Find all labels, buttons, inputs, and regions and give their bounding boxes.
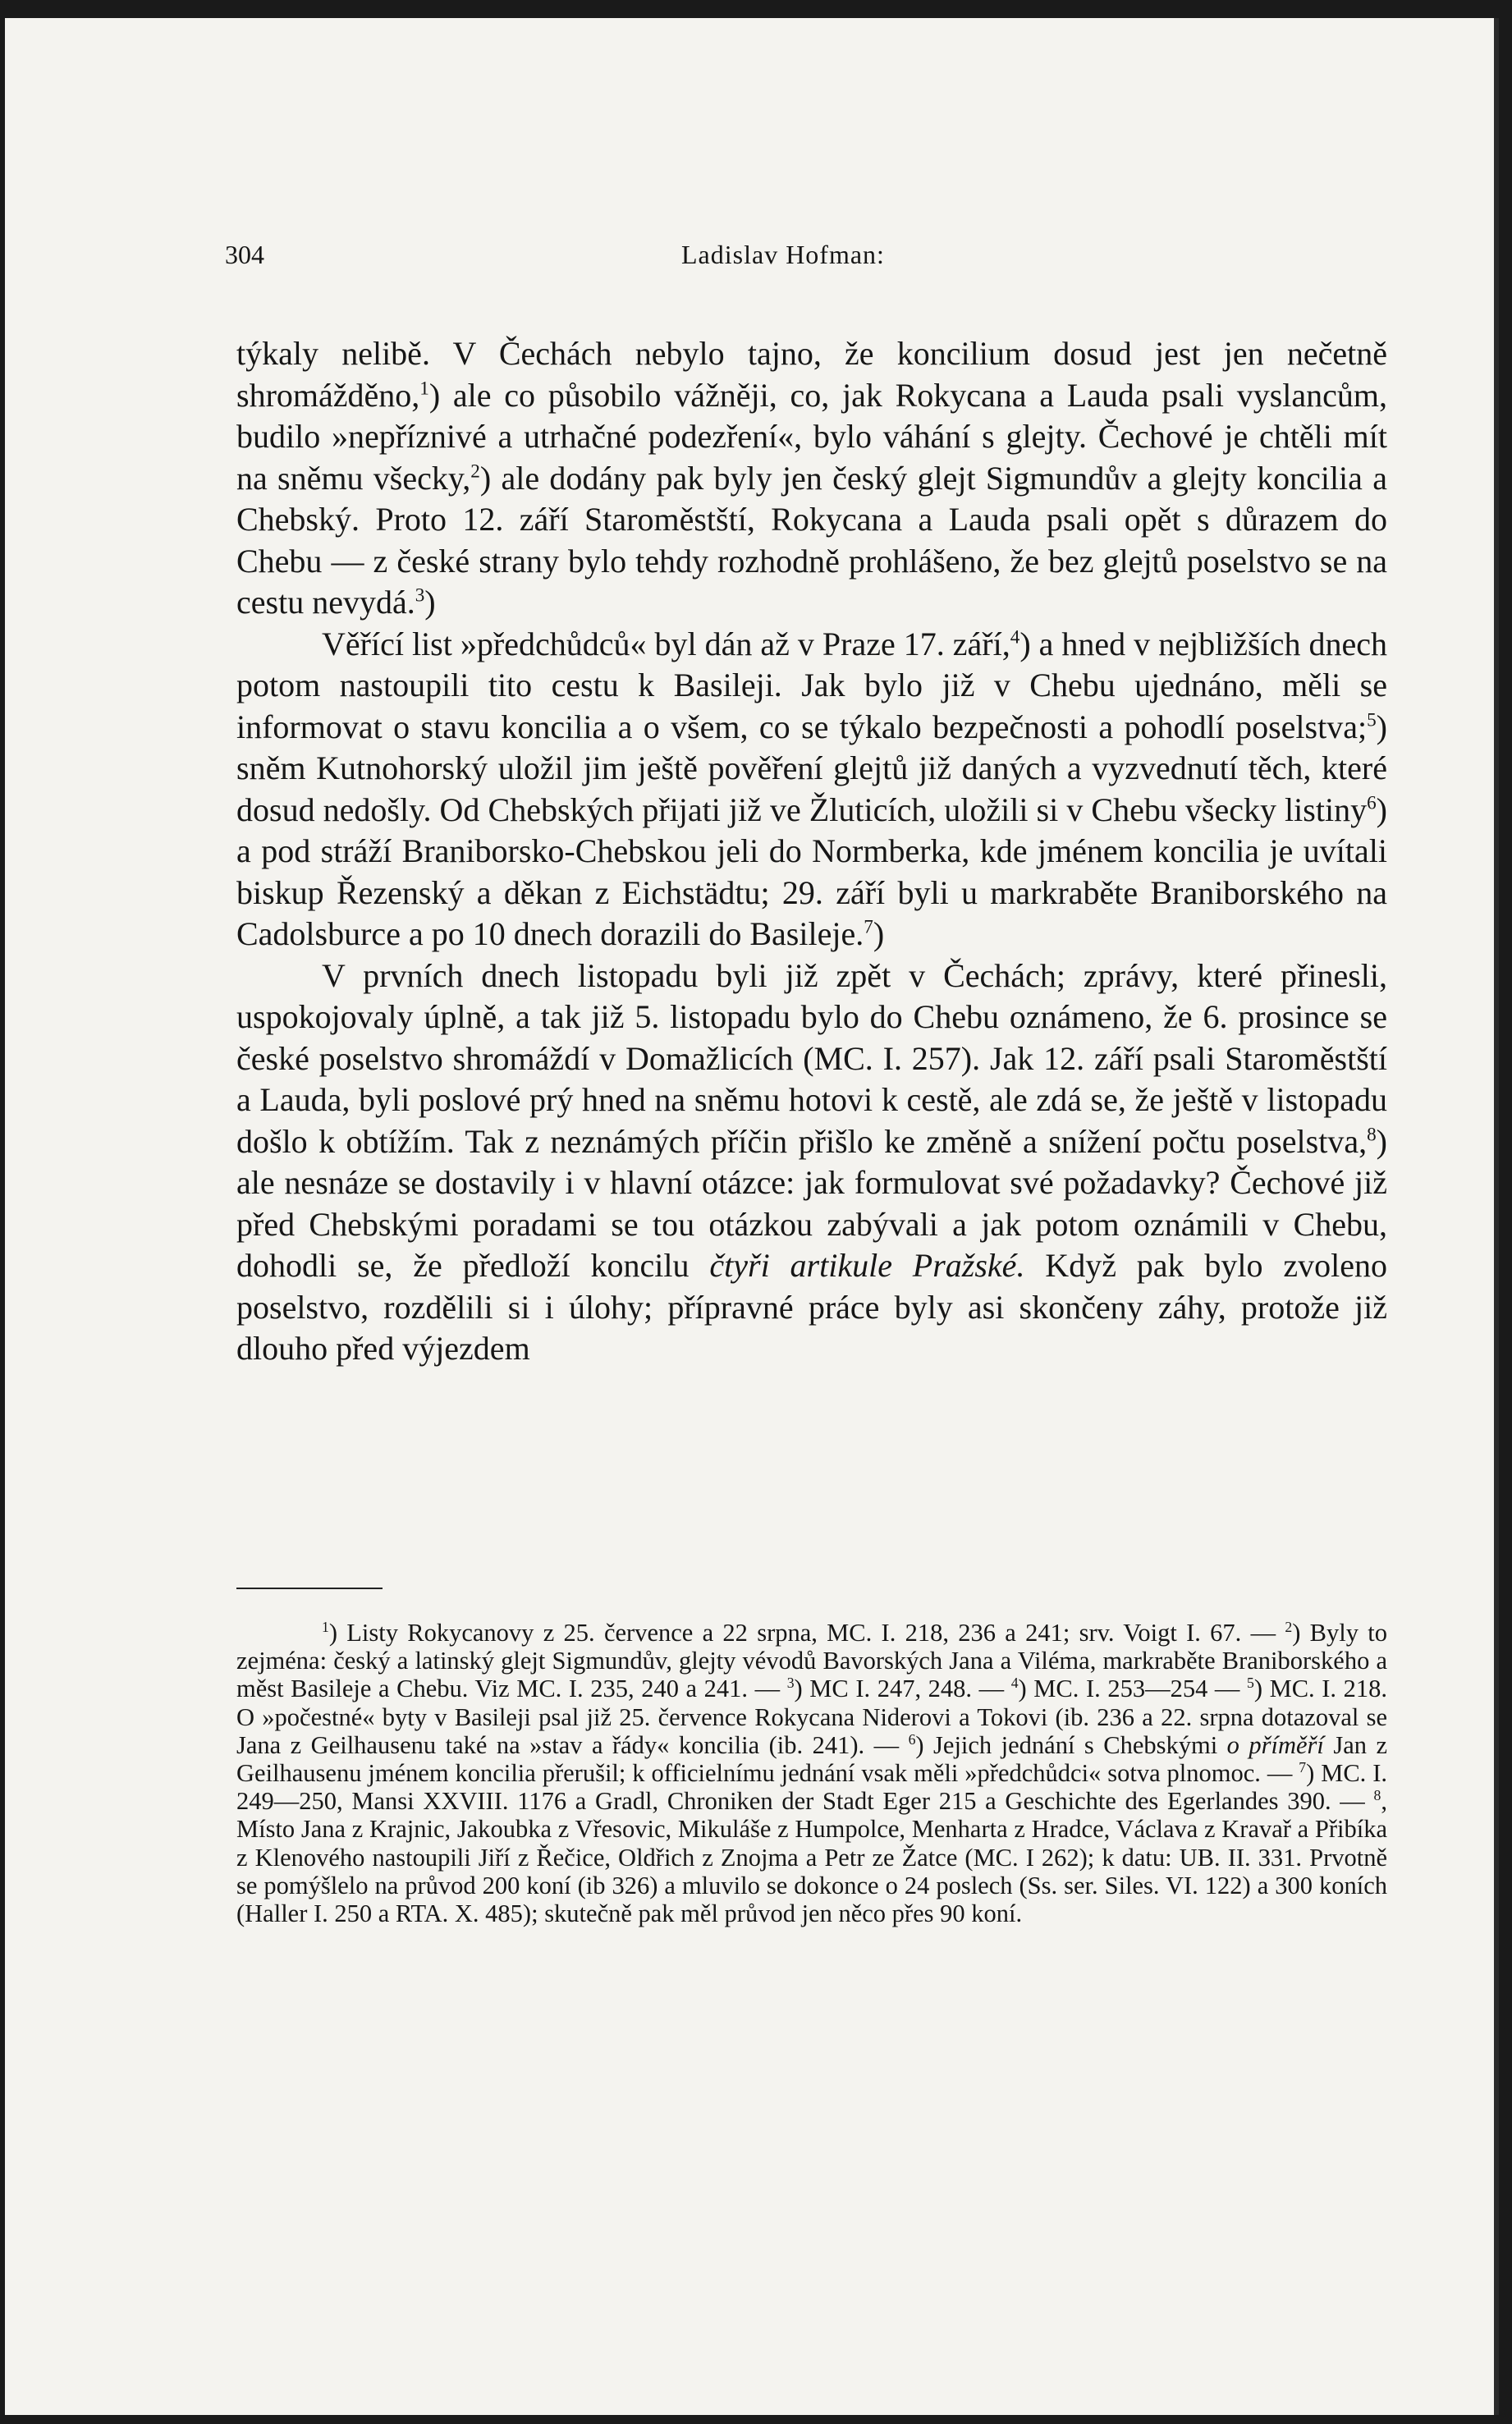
running-head: Ladislav Hofman: (681, 240, 885, 269)
footnote-1: ) Listy Rokycanovy z 25. července a 22 srpna, MC. I. 218, 236 a 241; srv. Voigt I. 67. — (328, 1619, 1285, 1647)
footnote-ref: 3 (415, 584, 425, 607)
footnote-6: ) Jejich jednání s Chebskými (915, 1730, 1227, 1759)
footnote-4: ) MC. I. 253—254 — (1018, 1675, 1247, 1703)
text-run: V prvních dnech listopadu byli již zpět v Čechách; zprávy, které přinesli, uspokojovaly úplně, a tak již 5. listopadu bylo do Chebu oznámeno, že 6. prosince se české poselstvo shromáždí v Domažlicích (MC. I. 257). Jak 12. září psali Staroměstští a Lauda, byli poslové prý hned na sněmu hotovi k cestě, ale zdá se, že ještě v listopadu došlo k obtížím. Tak z neznámých příčin přišlo ke změně a snížení počtu poselstva, (236, 956, 1387, 1160)
text-run: ) (424, 584, 436, 621)
footnote-8: , Místo Jana z Krajnic, Jakoubka z Vřesovic, Mikuláše z Humpolce, Menharta z Hradce, Václava z Kravař a Přibíka z Klenového nastoupili Jiří z Řečice, Oldřich z Znojma a Petr ze Žatce (MC. I 262); k datu: UB. II. 331. Prvotně se pomýšlelo na průvod 200 koní (ib 326) a mluvilo se dokonce o 24 poslech (Ss. ser. Siles. VI. 122) a 300 koních (Haller I. 250 a RTA. X. 485); skutečně pak měl průvod jen něco přes 90 koní. (236, 1787, 1387, 1928)
footnote-2: ) Byly to zejména: český a latinský glejt Sigmundův, glejty vévodů Bavorských Jana a Viléma, markraběte Braniborského a měst Basileje a Chebu. Viz MC. I. 235, 240 a 241. — (236, 1619, 1388, 1703)
footnote-mark: 8 (1373, 1787, 1381, 1804)
main-text (236, 333, 1387, 1370)
text-run: ) ale nesnáze se dostavily i v hlavní otázce: jak formulovat své požadavky? Čechové již před Chebskými poradami se tou otázkou zabývali a jak potom oznámili v Chebu, dohodli se, že předloží koncilu (236, 1122, 1387, 1284)
footnote-ref: 2 (470, 461, 480, 483)
footnote-5: ) MC. I. 218. O »počestné« byty v Basileji psal již 25. července Rokycana Niderovi a Tokovi (ib. 236 a 22. srpna dotazoval se Jana z Geilhausenu také na »stav a řády« koncilia (ib. 241). — (236, 1675, 1387, 1759)
text-run: ) ale co působilo vážněji, co, jak Rokycana a Lauda psali vyslancům, budilo »nepříznivé a utrhačné podezření«, bylo váhání s glejty. Čechové je chtěli mít na sněmu všecky, (236, 376, 1387, 497)
footnote-mark: 6 (908, 1730, 916, 1748)
footnote-6-italic: o příměří (1226, 1730, 1324, 1759)
paragraph-1 (236, 333, 1387, 624)
footnote-mark: 1 (322, 1619, 329, 1636)
footnote-mark: 7 (1299, 1759, 1307, 1776)
footnote-ref: 8 (1367, 1124, 1377, 1146)
page-header (225, 240, 1374, 281)
text-run: Věřící list »předchůdců« byl dán až v Praze 17. září, (322, 625, 1010, 662)
footnote-7: ) MC. I. 249—250, Mansi XXVIII. 1176 a Gradl, Chroniken der Stadt Eger 215 a Geschichte des Egerlandes 390. — (236, 1759, 1387, 1816)
footnote-mark: 2 (1285, 1619, 1293, 1636)
paragraph-3 (236, 955, 1387, 1370)
text-run: ) sněm Kutnohorský uložil jim ještě pověření glejtů již daných a vyzvednutí těch, které dosud nedošly. Od Chebských přijati již ve Žluticích, uložili si v Chebu všecky listiny (236, 708, 1387, 828)
footnote-mark: 4 (1010, 1675, 1019, 1692)
text-run: ) a hned v nejbližších dnech potom nastoupili tito cestu k Basileji. Jak bylo již v Chebu ujednáno, měli se informovat o stavu koncilia a o všem, co se týkalo bezpečnosti a pohodlí poselstva; (236, 625, 1388, 745)
footnote-ref: 5 (1367, 709, 1377, 731)
footnote-ref: 1 (419, 378, 429, 400)
footnote-ref: 4 (1010, 626, 1020, 648)
page-number: 304 (225, 240, 264, 269)
paragraph-2 (236, 624, 1387, 955)
footnote-mark: 5 (1247, 1675, 1254, 1692)
footnote-6-rest: Jan z Geilhausenu jménem koncilia přerušil; k officielnímu jednání vsak měli »předchůdci« sotva plnomoc. — (236, 1730, 1388, 1788)
book-page (5, 18, 1499, 2415)
text-run: týkaly nelibě. V Čechách nebylo tajno, že koncilium dosud jest jen nečetně shromážděno, (236, 335, 1387, 414)
footnote-mark: 3 (786, 1675, 795, 1692)
text-run: ) a pod stráží Braniborsko-Chebskou jeli do Normberka, kde jménem koncilia je uvítali biskup Řezenský a děkan z Eichstädtu; 29. září byli u markraběte Braniborského na Cadolsburce a po 10 dnech dorazili do Basileje. (236, 790, 1387, 952)
text-run: ) ale dodány pak byly jen český glejt Sigmundův a glejty koncilia a Chebský. Proto 12. září Staroměstští, Rokycana a Lauda psali opět s důrazem do Chebu — z české strany bylo tehdy rozhodně prohlášeno, že bez glejtů poselstvo se na cestu nevydá. (236, 459, 1387, 621)
footnote-3: ) MC I. 247, 248. — (794, 1675, 1011, 1703)
text-run: Když pak bylo zvoleno poselstvo, rozdělili si i úlohy; přípravné práce byly asi skončeny záhy, protože již dlouho před výjezdem (236, 1247, 1388, 1367)
footnote-divider (236, 1588, 383, 1589)
footnote-ref: 6 (1367, 792, 1377, 814)
text-run: ) (873, 915, 885, 952)
footnotes (236, 1619, 1387, 1927)
italic-text: čtyři artikule Pražské. (709, 1247, 1025, 1284)
footnote-ref: 7 (864, 916, 873, 938)
